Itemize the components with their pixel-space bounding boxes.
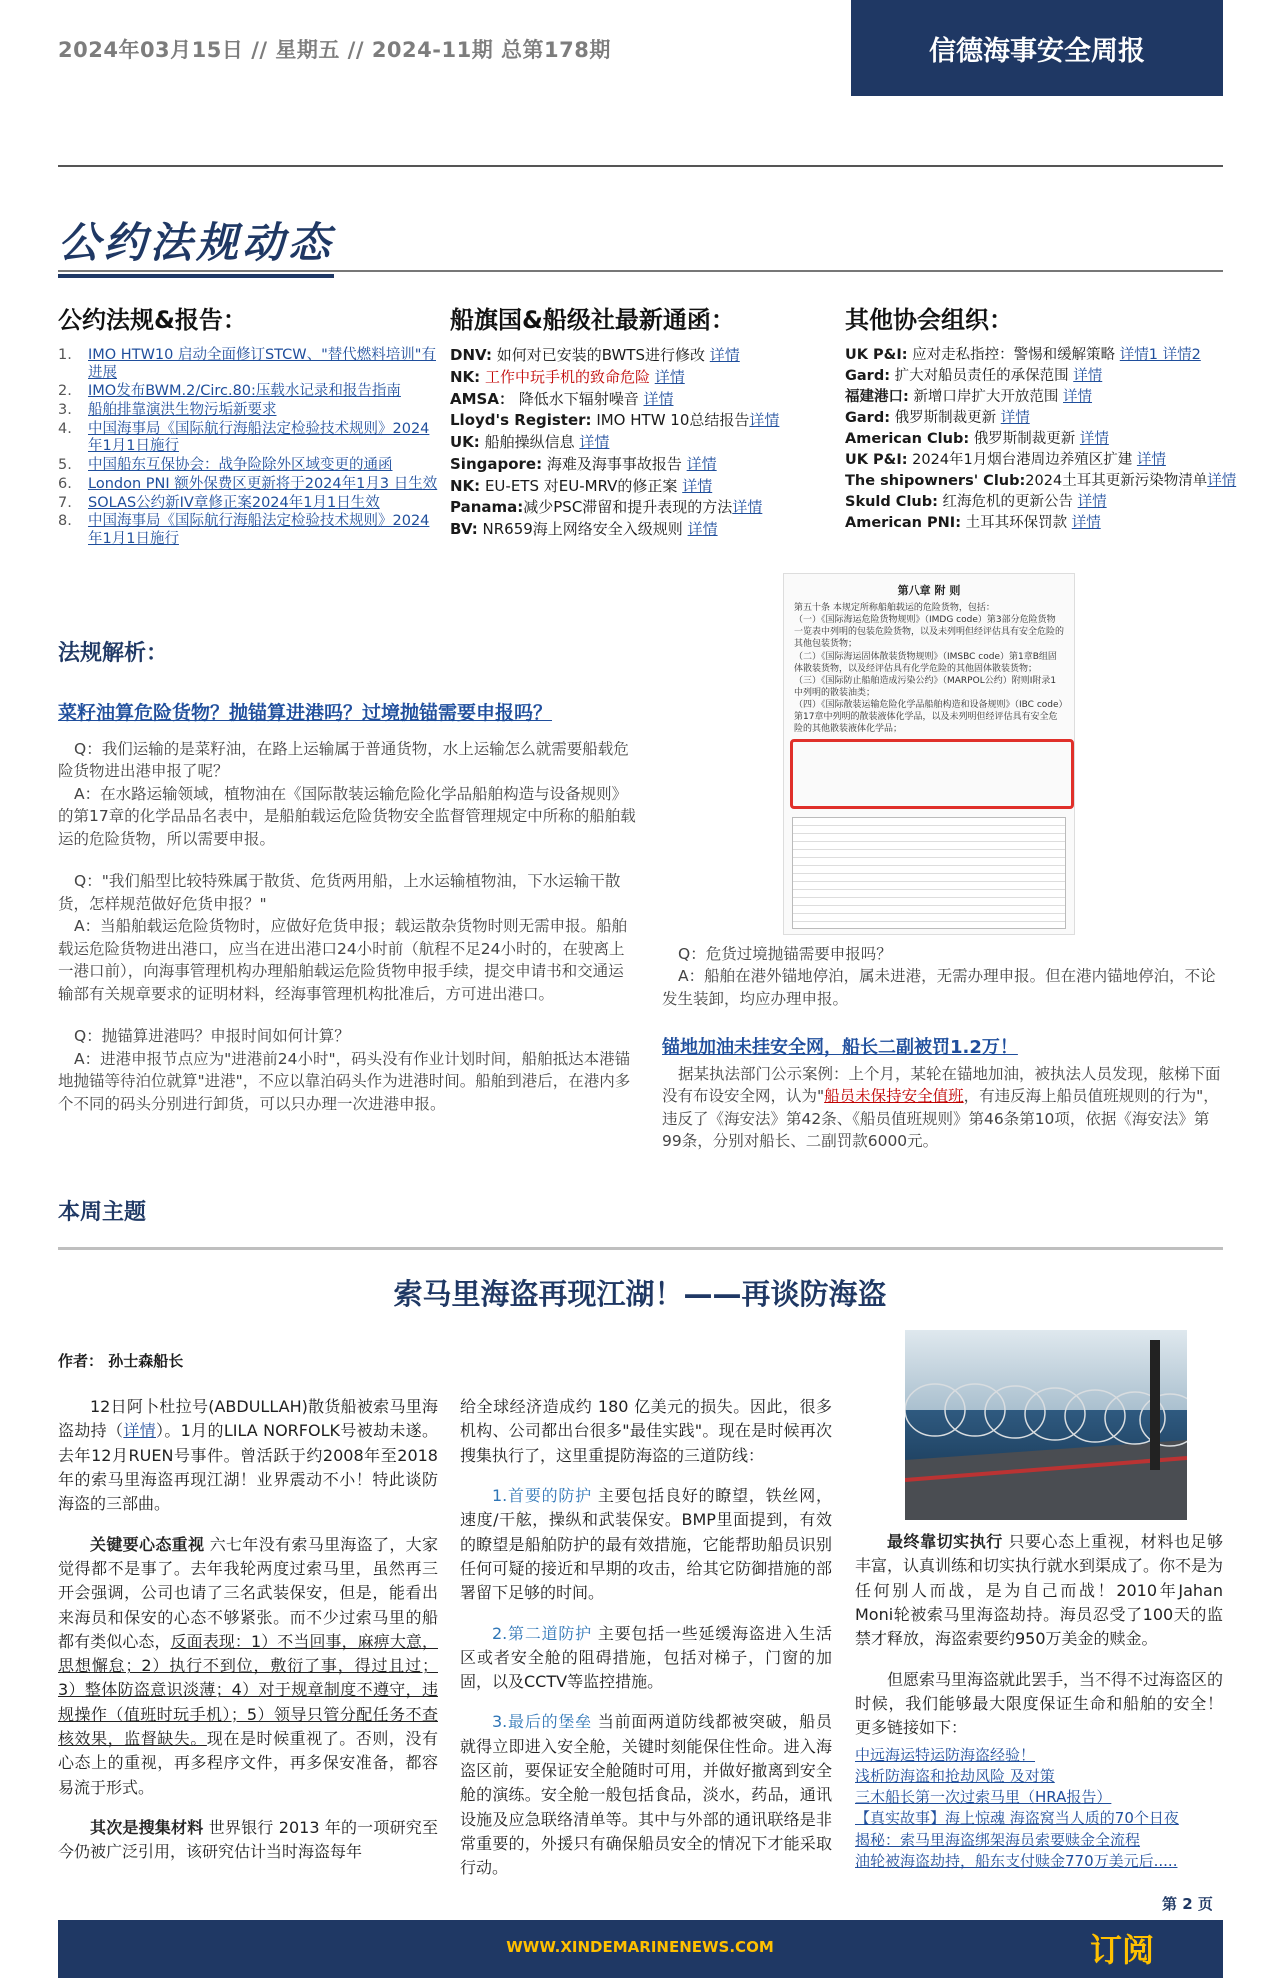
flag-state-column	[450, 300, 825, 541]
flag-state-list	[450, 345, 825, 541]
regulation-item[interactable]	[58, 402, 443, 420]
notice-title: 减少PSC滞留和提升表现的方法	[523, 498, 733, 517]
notice-title: 红海危机的更新公告	[937, 494, 1078, 511]
detail-link[interactable]: 详情	[654, 367, 685, 386]
regulations-heading: 公约法规&报告：	[58, 306, 247, 334]
detail-link[interactable]: 详情	[749, 411, 780, 430]
associations-column	[845, 300, 1237, 534]
item-number: 6.	[58, 475, 72, 492]
notice-title: 工作中玩手机的致命危险	[480, 367, 655, 386]
flag-state-item	[450, 389, 825, 411]
excerpt-line: 第五十条 本规定所称船舶载运的危险货物，包括：	[794, 603, 995, 613]
regulation-item[interactable]	[58, 457, 443, 475]
org-label: American PNI:	[845, 515, 961, 532]
notice-title: 土耳其环保罚款	[961, 515, 1072, 532]
feature-title: 索马里海盗再现江湖！——再谈防海盗	[393, 1277, 887, 1311]
item-number: 2.	[58, 383, 72, 400]
related-article-link[interactable]: 揭秘：索马里海盗绑架海员索要赎金全流程	[855, 1830, 1141, 1849]
association-item	[845, 387, 1225, 408]
detail-link[interactable]: 详情	[1207, 473, 1237, 490]
regulations-column	[58, 300, 443, 550]
org-label: Skuld Club:	[845, 494, 938, 511]
notice-title: 俄罗斯制裁更新	[890, 410, 1001, 427]
flag-state-item	[450, 454, 825, 476]
association-item	[845, 366, 1225, 387]
notice-title: 海难及海事事故报告	[542, 454, 687, 473]
notice-title: IMO HTW 10总结报告	[591, 411, 750, 430]
regulation-link[interactable]: 中国海事局《国际航行海船法定检验技术规则》2024年1月1日施行	[88, 420, 430, 455]
org-label: UK:	[450, 433, 480, 451]
detail-link[interactable]: 详情	[579, 433, 610, 451]
regulation-link[interactable]: 船舶排靠演洪生物污垢新要求	[88, 402, 277, 419]
association-item	[845, 513, 1225, 534]
notice-title: 应对走私指控：警惕和缓解策略	[907, 347, 1120, 363]
case-body: 据某执法部门公示案例：上个月，某轮在锚地加油，被执法人员发现，舷梯下面没有布设安全网，认为"船员未保持安全值班，有违反海上船员值班规则的行为"，违反了《海安法》第42条、《船员值班规则》第46条第10项，依据《海安法》第99条，分别对船长、二副罚款6000元。	[662, 1065, 1221, 1151]
associations-list	[845, 345, 1237, 534]
associations-heading: 其他协会组织：	[845, 306, 1013, 334]
regulation-link[interactable]: London PNI 额外保费区更新将于2024年1月3 日生效	[88, 475, 438, 492]
brand-title: 信德海事安全周报	[929, 35, 1145, 67]
org-label: Panama:	[450, 498, 524, 517]
flag-state-item	[450, 432, 825, 454]
notice-title: EU-ETS 对EU-MRV的修正案	[480, 476, 683, 495]
org-label: The shipowners' Club:	[845, 473, 1026, 490]
page-number: 第 2 页	[1162, 1895, 1213, 1913]
association-item	[845, 408, 1225, 429]
flag-state-item	[450, 345, 825, 367]
excerpt-lines	[784, 598, 1074, 740]
regulation-link[interactable]: 中国船东互保协会：战争险除外区域变更的通函	[88, 457, 393, 474]
association-item	[845, 429, 1225, 450]
qa-paragraph: Q：我们运输的是菜籽油，在路上运输属于普通货物，水上运输怎么就需要船载危险货物进出港申报了呢？	[58, 740, 629, 781]
detail-link[interactable]: 详情	[1063, 389, 1093, 406]
notice-title: 俄罗斯制裁更新	[969, 431, 1080, 448]
website-link[interactable]: WWW.XINDEMARINENEWS.COM	[506, 1938, 774, 1956]
detail-link[interactable]: 详情	[709, 346, 740, 364]
org-label: American Club:	[845, 431, 970, 448]
detail-link[interactable]: 详情	[1000, 410, 1030, 427]
flag-state-item	[450, 476, 825, 498]
qa-paragraph: A：当船舶载运危险货物时，应做好危货申报；载运散杂货物时则无需申报。船舶载运危险货物进出港口，应当在进出港口24小时前（航程不足24小时的，在驶离上一港口前），向海事管理机构办理船舶载运危险货物申报手续，提交申请书和交通运输部有关规章要求的证明材料，经海事管理机构批准后，方可进出港口。	[58, 917, 628, 1003]
flag-state-heading: 船旗国&船级社最新通函：	[450, 306, 735, 334]
weekly-topic-label: 本周主题	[58, 1200, 147, 1225]
excerpt-line: （四）《国际散装运输危险化学品船舶构造和设备规则》（IBC code）第17章中列明的散装液体化学品，以及未列明但经评估具有安全危险的其他散装液体化学品；	[794, 700, 1064, 735]
feature-column-2: 给全球经济造成约 180 亿美元的损失。因此，很多机构、公司都出台很多"最佳实践"。现在是时候再次搜集执行了，这里重提防海盗的三道防线： 1.首要的防护 主要包括良好的瞭望，铁丝网，速度/干舷，操纵和武装保安。BMP里面提到，有效的瞭望是船舶防护的最有效措施，它能帮助船员识别任何可疑的接近和早期的攻击，给其它防御措施的部署留下足够的时间。 2.第二道防护 主要包括一些延缓海盗进入生活区或者安全舱的阻碍措施，包括对梯子，门窗的加固，以及CCTV等监控措施。 3.最后的堡垒 当前面两道防线都被突破，船员就得立即进入安全舱，关键时刻能保住性命。进入海盗区前，要保证安全舱随时可用，并做好撤离到安全舱的演练。安全舱一般包括食品，淡水，药品，通讯设施及应急联络清单等。其中与外部的通讯联络是非常重要的，外援只有确保船员安全的情况下才能采取行动。	[460, 1397, 832, 1878]
item-number: 8.	[58, 513, 72, 530]
transit-qa	[662, 943, 1224, 1010]
regulations-list	[58, 347, 443, 549]
notice-title: 新增口岸扩大开放范围	[908, 389, 1064, 406]
topic-divider	[58, 1247, 1223, 1250]
related-article-link[interactable]: 浅析防海盗和抢劫风险 及对策	[855, 1766, 1055, 1785]
regulation-excerpt-image	[783, 573, 1075, 935]
regulation-item[interactable]	[58, 495, 443, 513]
excerpt-line: （二）《国际海运固体散装货物规则》（IMSBC code）第1章B组固体散装货物，以及经评估具有化学危险的其他固体散装货物；	[794, 651, 1057, 674]
association-item	[845, 471, 1237, 492]
item-number: 5.	[58, 457, 72, 474]
qa-article-link[interactable]: 菜籽油算危险货物？抛锚算进港吗？过境抛锚需要申报吗？	[58, 702, 553, 724]
subscribe-button[interactable]: 订阅	[1090, 1931, 1155, 1969]
qa-paragraph: Q：抛锚算进港吗？申报时间如何计算？	[74, 1027, 350, 1046]
org-label: Gard:	[845, 368, 891, 385]
flag-state-item	[450, 367, 825, 389]
detail-link[interactable]: 详情	[687, 520, 718, 538]
notice-title: NR659海上网络安全入级规则	[477, 520, 688, 538]
detail-link[interactable]: 详情	[732, 498, 763, 517]
regulation-item[interactable]	[58, 476, 443, 494]
detail-link[interactable]: 详情	[686, 454, 717, 473]
regulation-link[interactable]: 中国海事局《国际航行海船法定检验技术规则》2024年1月1日施行	[88, 513, 430, 547]
detail-link[interactable]: 详情	[643, 389, 674, 408]
notice-title: 2024土耳其更新污染物清单	[1025, 473, 1208, 490]
org-label: AMSA：	[450, 389, 514, 408]
flag-state-item	[450, 497, 825, 519]
regulation-item[interactable]	[58, 421, 443, 456]
section-divider	[58, 270, 1223, 272]
notice-title: 如何对已安装的BWTS进行修改	[491, 346, 710, 364]
excerpt-line: （三）《国际防止船舶造成污染公约》（MARPOL公约）附则I附录1中列明的散装油类；	[794, 675, 1057, 698]
issue-date-line: 2024年03月15日 // 星期五 // 2024-11期 总第178期	[58, 38, 611, 62]
feature-column-3: 最终靠切实执行 只要心态上重视，材料也足够丰富，认真训练和切实执行就水到渠成了。你不是为任何别人而战，是为自己而战！2010年Jahan Moni轮被索马里海盗劫持。海员忍受了100天的监禁才释放，海盗索要约950万美金的赎金。 但愿索马里海盗就此罢手，当不得不过海盗区的时候，我们能够最大限度保证生命和船舶的安全！ 更多链接如下： 中远海运特运防海盗经验！ 浅析防海盗和抢劫风险 及对策 三木船长第一次过索马里（HRA报告） 【真实故事】海上惊魂 海盗窝当人质的70个日夜 揭秘：索马里海盗绑架海员索要赎金全流程 油轮被海盗劫持，船东支付赎金770万美元后.....	[855, 1530, 1223, 1872]
detail-link[interactable]: 详情	[1071, 515, 1101, 532]
ship-photo-graphic	[905, 1330, 1187, 1520]
regulation-link[interactable]: SOLAS公约新IV章修正案2024年1月1日生效	[88, 494, 380, 511]
excerpt-heading: 第八章 附 则	[897, 584, 961, 597]
case-article-link[interactable]: 锚地加油未挂安全网，船长二副被罚1.2万！	[662, 1037, 1018, 1058]
org-label: DNV:	[450, 346, 492, 364]
detail-link[interactable]: 详情	[1136, 452, 1166, 469]
association-item	[845, 492, 1225, 513]
brand-banner	[851, 0, 1223, 96]
regulation-item[interactable]	[58, 383, 443, 401]
regulation-item[interactable]	[58, 347, 443, 382]
qa-paragraph: Q："我们船型比较特殊属于散货、危货两用船，上水运输植物油，下水运输干散货，怎样规范做好危货申报？"	[58, 872, 621, 913]
item-number: 3.	[58, 402, 72, 419]
header-divider	[58, 165, 1223, 167]
ship-razor-wire-photo	[905, 1330, 1187, 1520]
association-item	[845, 450, 1225, 471]
association-item	[845, 345, 1225, 366]
related-article-link[interactable]: 油轮被海盗劫持，船东支付赎金770万美元后.....	[855, 1851, 1178, 1870]
related-links	[855, 1745, 1223, 1873]
highlight-box	[790, 739, 1074, 809]
qa-body	[58, 738, 638, 1135]
feature-column-1: 12日阿卜杜拉号(ABDULLAH)散货船被索马里海盗劫持（详情）。1月的LILA NORFOLK号被劫未遂。去年12月RUEN号事件。曾活跃于约2008年至2018年的索马里海盗再现江湖！业界震动不小！特此谈防海盗的三部曲。 关键要心态重视 六七年没有索马里海盗了，大家觉得都不是事了。去年我轮两度过索马里，虽然再三开会强调，公司也请了三名武装保安，但是，能看出来海员和保安的心态不够紧张。而不少过索马里的船都有类似心态，反面表现：1）不当回事，麻痹大意，思想懈怠；2）执行不到位，敷衍了事，得过且过；3）整体防盗意识淡薄；4）对于规章制度不遵守，违规操作（值班时玩手机）；5）领导只管分配任务不查核效果，监督缺失。现在是时候重视了。否则，没有心态上的重视，再多程序文件，再多保安准备，都容易流于形式。 其次是搜集材料 世界银行 2013 年的一项研究至今仍被广泛引用，该研究估计当时海盗每年	[58, 1397, 438, 1862]
related-article-link[interactable]: 三木船长第一次过索马里（HRA报告）	[855, 1788, 1112, 1807]
org-label: Gard:	[845, 410, 891, 427]
detail-link[interactable]: 详情	[1073, 368, 1103, 385]
item-number: 7.	[58, 494, 72, 511]
regulation-link[interactable]: IMO HTW10 启动全面修订STCW、"替代燃料培训"有进展	[88, 347, 436, 381]
notice-title: 降低水下辐射噪音	[513, 389, 644, 408]
org-label: BV:	[450, 520, 478, 538]
org-label: UK P&I:	[845, 347, 908, 363]
flag-state-item	[450, 519, 825, 541]
notice-title: 扩大对船员责任的承保范围	[890, 368, 1074, 385]
related-article-link[interactable]: 【真实故事】海上惊魂 海盗窝当人质的70个日夜	[855, 1809, 1179, 1828]
item-number: 1.	[58, 347, 72, 363]
detail-link[interactable]: 详情	[1079, 431, 1109, 448]
qa-paragraph: Q：危货过境抛锚需要申报吗？	[678, 945, 892, 963]
org-label: NK:	[450, 367, 481, 386]
excerpt-line: （一）《国际海运危险货物规则》（IMDG code）第3部分危险货物一览表中列明的包装危险货物，以及未列明但经评估具有安全危险的其他包装货物；	[794, 615, 1065, 650]
related-article-link[interactable]: 中远海运特运防海盗经验！	[855, 1745, 1036, 1764]
notice-title: 2024年1月烟台港周边养殖区扩建	[907, 452, 1137, 469]
detail-link[interactable]: 详情	[1077, 494, 1107, 511]
item-number: 4.	[58, 420, 72, 437]
regulation-item[interactable]	[58, 513, 443, 548]
abdullah-detail-link[interactable]: 详情	[123, 1421, 156, 1441]
section-title: 公约法规动态	[58, 210, 334, 278]
org-label: 福建港口:	[845, 389, 909, 406]
org-label: Lloyd's Register:	[450, 411, 592, 430]
analysis-heading: 法规解析：	[58, 641, 169, 666]
detail-link[interactable]: 详情1 详情2	[1119, 347, 1201, 363]
org-label: UK P&I:	[845, 452, 908, 469]
flag-state-item	[450, 410, 825, 432]
excerpt-table	[792, 817, 1066, 929]
detail-link[interactable]: 详情	[682, 476, 713, 495]
author-line: 作者： 孙士森船长	[58, 1352, 184, 1370]
qa-paragraph: A：船舶在港外锚地停泊，属未进港，无需办理申报。但在港内锚地停泊，不论发生装卸，均应办理申报。	[662, 967, 1216, 1008]
org-label: NK:	[450, 476, 481, 495]
regulation-link[interactable]: IMO发布BWM.2/Circ.80:压载水记录和报告指南	[88, 383, 401, 400]
org-label: Singapore:	[450, 454, 543, 473]
qa-paragraph: A：在水路运输领域，植物油在《国际散装运输危险化学品船舶构造与设备规则》的第17章的化学品品名表中，是船舶载运危险货物安全监督管理规定中所称的船舶载运的危险货物，所以需要申报。	[58, 784, 636, 848]
qa-paragraph: A：进港申报节点应为"进港前24小时"，码头没有作业计划时间，船舶抵达本港锚地抛锚等待泊位就算"进港"，不应以靠泊码头作为进港时间。船舶到港后，在港内多个不同的码头分别进行卸货，可以只办理一次进港申报。	[58, 1049, 631, 1113]
notice-title: 船舶操纵信息	[479, 433, 580, 451]
